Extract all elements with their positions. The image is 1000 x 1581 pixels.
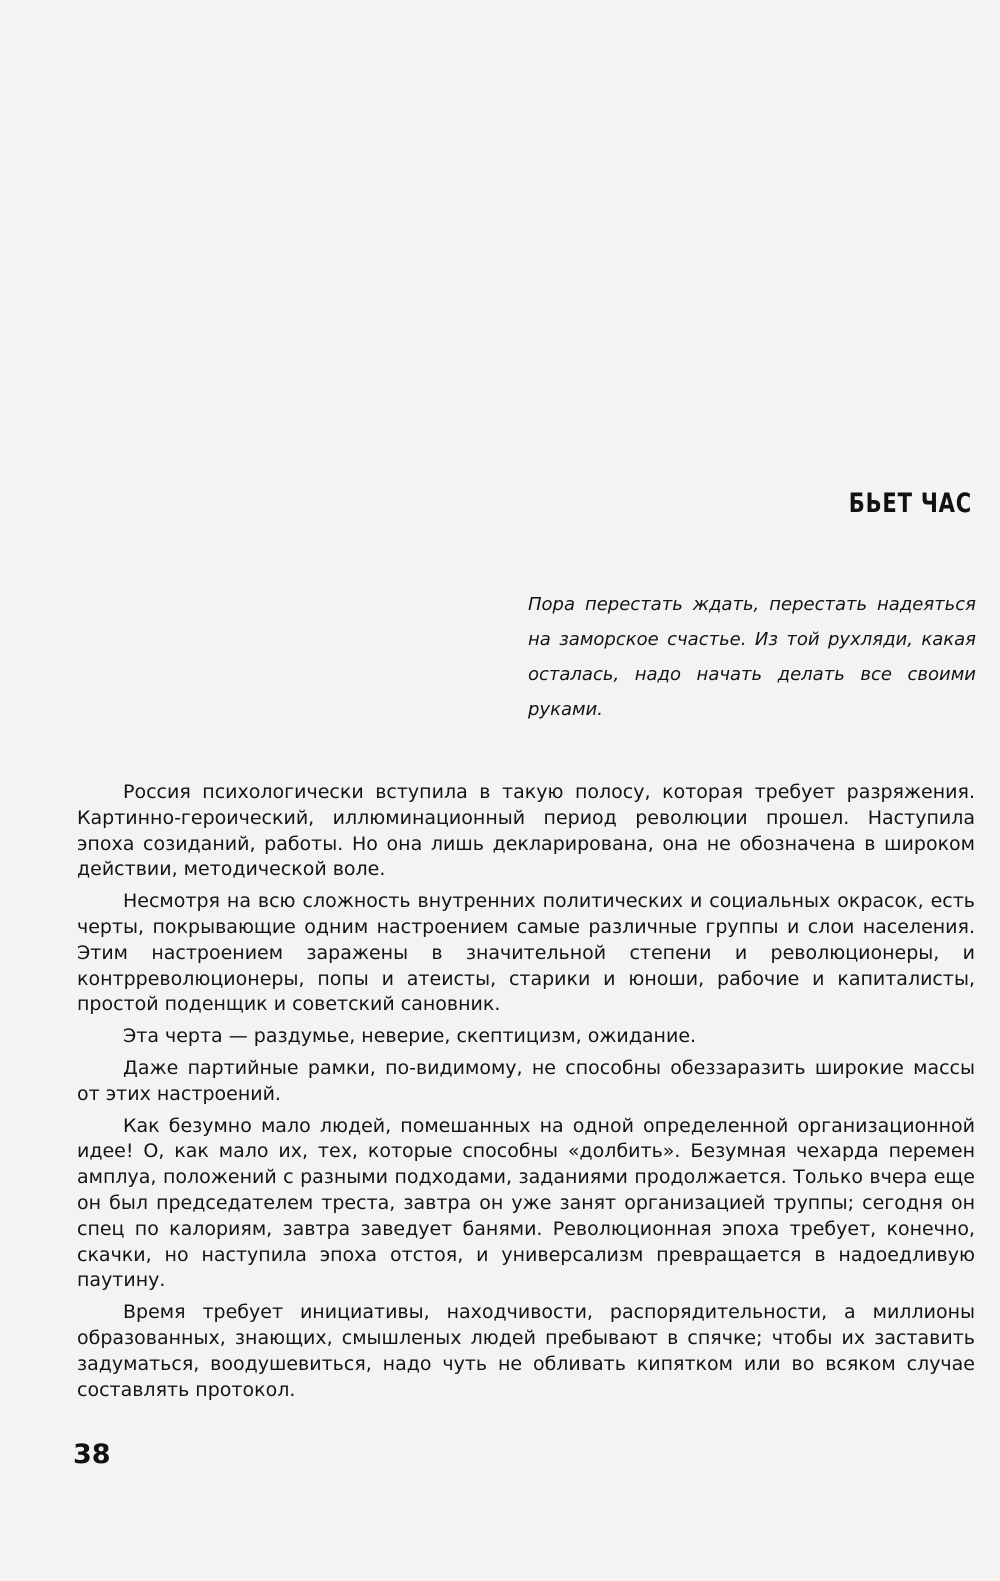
paragraph: Время требует инициативы, находчивости, распорядительности, а миллионы образованных, знающих, смышленых людей пребывают в спячке; чтобы их заставить задуматься, воодушевиться, надо чуть не обливать кипятком или во всяком случае составлять протокол. xyxy=(77,1301,975,1401)
paragraph: Эта черта — раздумье, неверие, скептицизм, ожидание. xyxy=(123,1025,697,1048)
chapter-title: БЬЕТ ЧАС xyxy=(848,488,972,519)
paragraph: Как безумно мало людей, помешанных на одной определенной организационной идее! О, как мало их, тех, которые способны «долбить». Безумная чехарда перемен амплуа, положений с разными подходами, заданиями продолжается. Только вчера еще он был председателем треста, завтра он уже занят организацией труппы; сегодня он спец по калориям, завтра заведует банями. Революционная эпоха требует, конечно, скачки, но наступила эпоха отстоя, и универсализм превращается в надоедливую паутину. xyxy=(77,1114,975,1292)
body-text xyxy=(77,780,975,1409)
paragraph: Россия психологически вступила в такую полосу, которая требует разряжения. Картинно-героический, иллюминационный период революции прошел. Наступила эпоха созиданий, работы. Но она лишь декларирована, она не обозначена в широком действии, методической воле. xyxy=(77,781,975,881)
epigraph: Пора перестать ждать, перестать надеяться на заморское счастье. Из той рухляди, какая осталась, надо начать делать все своими руками. xyxy=(528,594,976,720)
paragraph: Даже партийные рамки, по-видимому, не способны обеззаразить широкие массы от этих настроений. xyxy=(77,1056,975,1105)
page-number: 38 xyxy=(73,1439,111,1470)
paragraph: Несмотря на всю сложность внутренних политических и социальных окрасок, есть черты, покрывающие одним настроением самые различные группы и слои населения. Этим настроением заражены в значительной степени и революционеры, и контрреволюционеры, попы и атеисты, старики и юноши, рабочие и капиталисты, простой поденщик и советский сановник. xyxy=(77,890,975,1016)
